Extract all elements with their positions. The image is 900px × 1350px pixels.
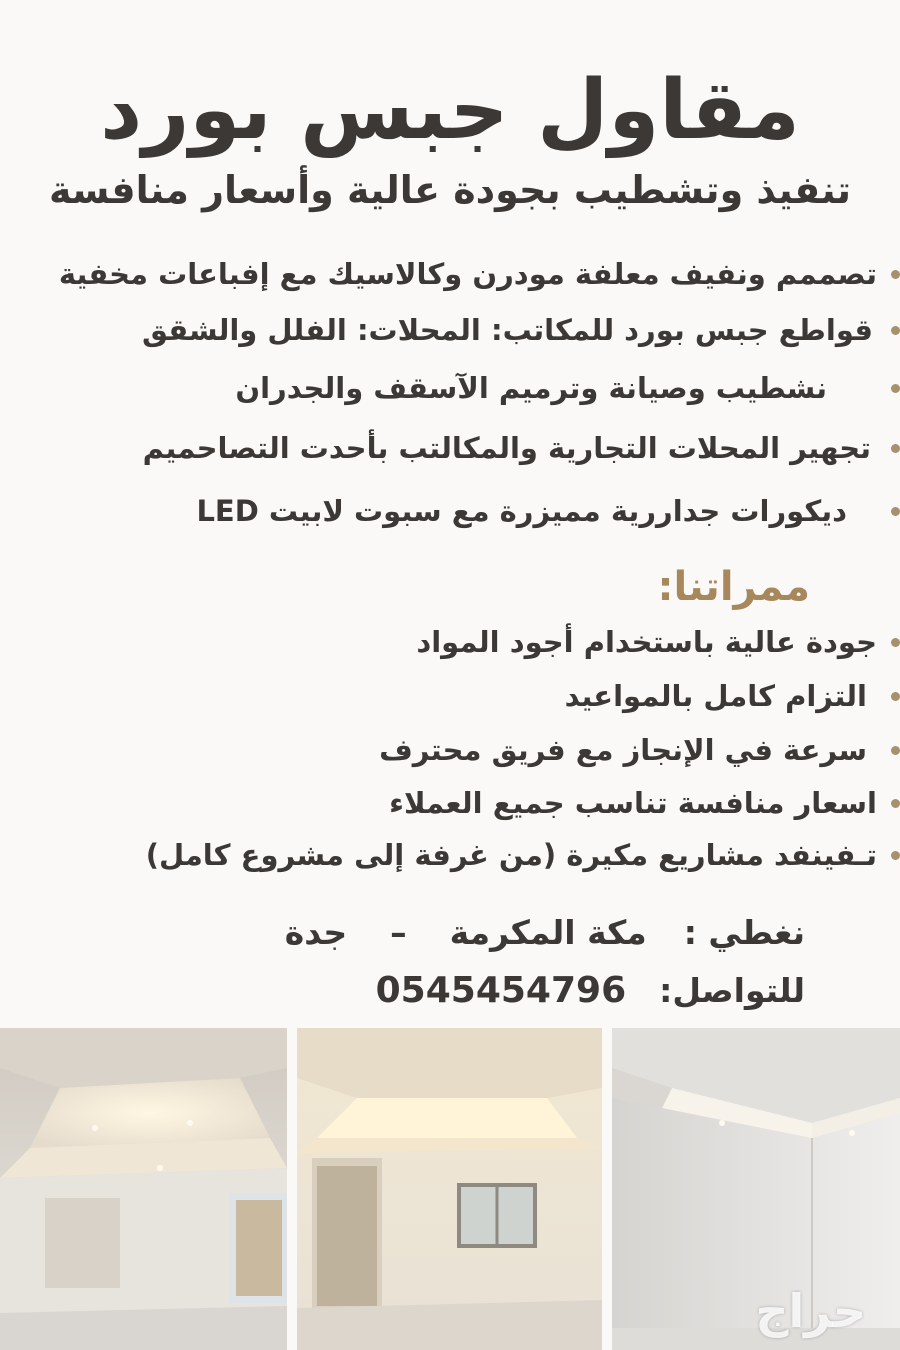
advantages-title: ممراتنا: [657, 564, 810, 610]
bullet-icon [891, 692, 900, 701]
room-photo-2 [297, 1028, 602, 1350]
service-item [60, 308, 900, 352]
contact-label: للتواصل: [659, 971, 805, 1010]
advantage-item [82, 674, 900, 718]
coverage-city-jeddah: جدة [284, 913, 348, 952]
service-item [60, 489, 900, 533]
haraj-watermark: حراج [755, 1284, 866, 1338]
service-text: قواطع جبس بورد للمكاتب: المحلات: الفلل والشقق [141, 313, 873, 347]
phone-number[interactable]: 0545454796 [375, 970, 627, 1011]
service-text: ديكورات جداررية مميزرة مع سبوت لابيت LED [196, 494, 847, 528]
advantage-text: اسعار منافسة تناسب جميع العملاء [389, 786, 877, 820]
bullet-icon [891, 270, 900, 279]
advantage-item [82, 620, 900, 664]
advantage-text: التزام كامل بالمواعيد [564, 679, 867, 713]
bullet-icon [891, 638, 900, 647]
coverage-city-makkah: مكة المكرمة [449, 913, 647, 952]
advantage-item [82, 728, 900, 772]
coverage-line [285, 910, 805, 956]
room-photo-1 [0, 1028, 287, 1350]
service-item [60, 252, 900, 296]
coverage-label: نغطي : [683, 913, 805, 952]
service-text: نشطيب وصيانة وترميم الآسقف والجدران [235, 371, 827, 405]
advantage-item [82, 833, 900, 877]
bullet-icon [891, 384, 900, 393]
bullet-icon [891, 507, 900, 516]
service-text: تصممم ونفيف معلفة مودرن وكالاسيك مع إفباعات مخفية [58, 257, 877, 291]
coverage-separator: – [390, 913, 407, 952]
contact-line [376, 968, 805, 1014]
advantage-item [82, 781, 900, 825]
advantage-text: تـفينفد مشاريع مكيرة (من غرفة إلى مشروع كامل) [145, 838, 877, 872]
service-item [60, 366, 900, 410]
service-text: تجهير المحلات التجارية والمكالتب بأحدت التصاحميم [142, 431, 871, 465]
bullet-icon [891, 851, 900, 860]
bullet-icon [891, 444, 900, 453]
bullet-icon [891, 799, 900, 808]
advantage-text: سرعة في الإنجاز مع فريق محترف [379, 733, 867, 767]
service-item [60, 426, 900, 470]
bullet-icon [891, 326, 900, 335]
bullet-icon [891, 746, 900, 755]
page-subtitle: تنفيذ وتشطيب بجودة عالية وأسعار منافسة [48, 168, 852, 212]
page-title: مقاول جبس بورد [100, 63, 800, 158]
advantage-text: جودة عالية باستخدام أجود المواد [416, 625, 877, 659]
